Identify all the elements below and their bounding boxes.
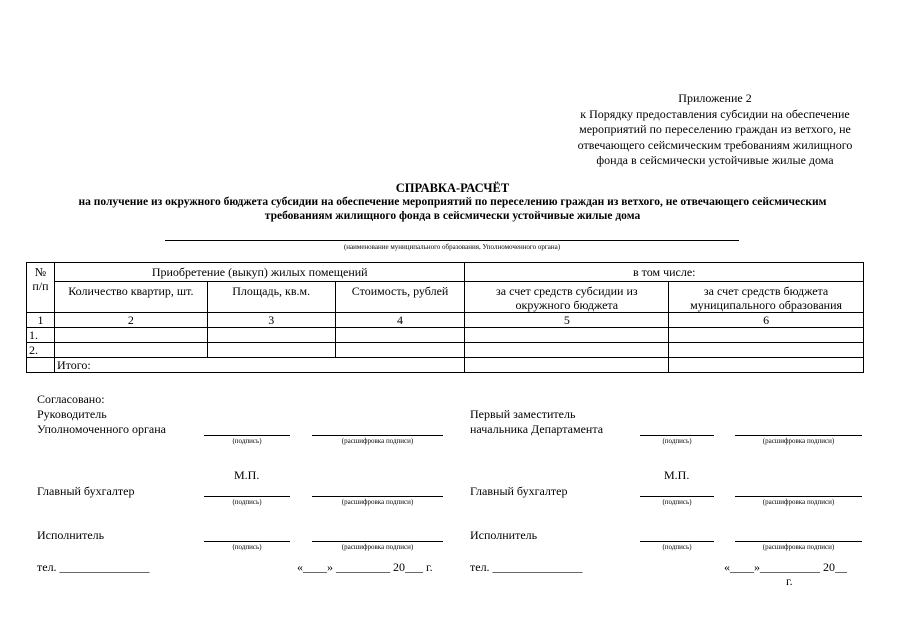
col-number-cell: 4 [335,313,465,328]
table-cell[interactable] [207,328,335,343]
header-including: в том числе: [465,263,864,282]
header-acquisition: Приобретение (выкуп) жилых помещений [54,263,465,282]
signature-line[interactable] [204,496,290,497]
agreed-label: Согласовано: [37,392,105,406]
decoding-line[interactable] [735,541,862,542]
date-field[interactable]: «____» _________ 20___ г. [297,560,433,574]
stamp-label: М.П. [664,468,690,482]
table-cell[interactable] [465,328,669,343]
col-number-cell: 1 [27,313,55,328]
signature-caption: (подпись) [662,437,692,445]
signature-line[interactable] [204,541,290,542]
accountant-label: Главный бухгалтер [470,484,568,498]
table-cell[interactable] [54,343,207,358]
org-name-caption: (наименование муниципального образования, Уполномоченного органа) [343,243,561,251]
header-area: Площадь, кв.м. [207,282,335,313]
signature-line[interactable] [640,496,714,497]
header-apartments: Количество квартир, шт. [54,282,207,313]
org-name-line [165,240,739,241]
decoding-caption: (расшифровка подписи) [762,543,835,551]
header-cost: Стоимость, рублей [335,282,465,313]
table-cell[interactable] [465,358,669,373]
row-number: 2. [27,343,55,358]
document-title: СПРАВКА-РАСЧЁТ [395,181,510,195]
appendix-line: отвечающего сейсмическим требованиям жилищного [577,137,853,152]
signature-caption: (подпись) [232,498,262,506]
calculation-table [26,262,864,373]
signature-caption: (подпись) [662,543,692,551]
row-number: 1. [27,328,55,343]
signature-caption: (подпись) [662,498,692,506]
decoding-line[interactable] [735,435,862,436]
appendix-line: к Порядку предоставления субсидии на обеспечение [580,106,850,121]
decoding-caption: (расшифровка подписи) [341,543,414,551]
col-number-cell: 2 [54,313,207,328]
signature-line[interactable] [640,435,714,436]
total-label: Итого: [54,358,207,373]
table-cell[interactable] [669,343,864,358]
table-cell[interactable] [335,328,465,343]
table-cell[interactable] [669,328,864,343]
table-cell[interactable] [465,343,669,358]
table-cell[interactable] [207,343,335,358]
phone-field[interactable]: тел. _______________ [470,560,583,574]
deputy-label: Первый заместитель [470,407,576,421]
appendix-line: мероприятий по переселению граждан из ветхого, не [579,122,851,136]
subtitle-line: требованиям жилищного фонда в сейсмически устойчивые жилые дома [264,209,641,222]
table-cell[interactable] [335,358,465,373]
table-cell[interactable] [54,328,207,343]
department-label: начальника Департамента [470,422,604,436]
decoding-line[interactable] [312,541,443,542]
subtitle-line: на получение из окружного бюджета субсидии на обеспечение мероприятий по переселению граждан из ветхого, не отвечающего сейсмическим [78,196,827,208]
decoding-line[interactable] [735,496,862,497]
year-suffix: г. [786,574,793,588]
date-field[interactable]: «____»__________ 20__ [724,560,847,574]
table-row-total [27,358,864,373]
table-cell [27,358,55,373]
signature-caption: (подпись) [232,437,262,445]
signature-line[interactable] [640,541,714,542]
appendix-block [560,91,870,169]
head-label: Руководитель [37,407,107,421]
table-cell[interactable] [207,358,335,373]
appendix-line: фонда в сейсмически устойчивые жилые дома [596,153,834,167]
header-district-budget: за счет средств субсидии из окружного бюджета [465,282,669,313]
header-municipal-budget: за счет средств бюджета муниципального образования [669,282,864,313]
stamp-label: М.П. [234,468,260,482]
header-number: № п/п [27,263,55,313]
table-cell[interactable] [669,358,864,373]
authority-label: Уполномоченного органа [37,422,166,436]
col-number-cell: 5 [465,313,669,328]
decoding-caption: (расшифровка подписи) [341,498,414,506]
phone-field[interactable]: тел. _______________ [37,560,150,574]
table-row [27,343,864,358]
decoding-line[interactable] [312,435,443,436]
signature-caption: (подпись) [232,543,262,551]
decoding-caption: (расшифровка подписи) [341,437,414,445]
signature-line[interactable] [204,435,290,436]
col-number-cell: 6 [669,313,864,328]
accountant-label: Главный бухгалтер [37,484,135,498]
decoding-caption: (расшифровка подписи) [762,437,835,445]
decoding-caption: (расшифровка подписи) [762,498,835,506]
decoding-line[interactable] [312,496,443,497]
table-row [27,328,864,343]
document-subtitle [20,196,885,223]
table-cell[interactable] [335,343,465,358]
executor-label: Исполнитель [470,528,538,542]
executor-label: Исполнитель [37,528,105,542]
col-number-cell: 3 [207,313,335,328]
appendix-line: Приложение 2 [678,91,752,105]
